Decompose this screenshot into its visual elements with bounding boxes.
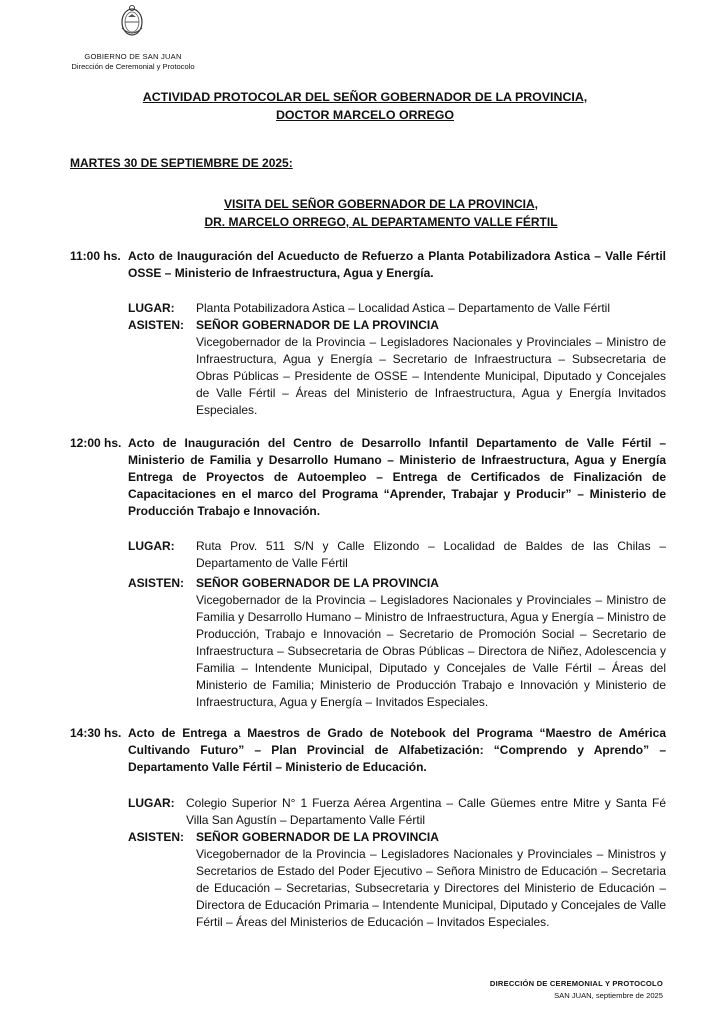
government-name: GOBIERNO DE SAN JUAN <box>84 52 182 61</box>
event-title: Acto de Inauguración del Acueducto de Refuerzo a Planta Potabilizadora Astica – Valle Fértil OSSE – Ministerio de Infraestructura, Agua y Energía. <box>128 249 666 280</box>
governor-line: SEÑOR GOBERNADOR DE LA PROVINCIA <box>196 830 439 844</box>
visit-line-2: DR. MARCELO ORREGO, AL DEPARTAMENTO VALLE FÉRTIL <box>204 215 558 229</box>
attendees-list: Vicegobernador de la Provincia – Legisladores Nacionales y Provinciales – Ministro de Infraestructura, Agua y Energía – Secretario de Infraestructura – Subsecretaria de Obras Públicas – Presidente de OSSE – Intendente Municipal, Diputado y Concejales de Valle Fértil – Áreas del Ministerio de Infraestructura, Agua y Energía Invitados Especiales. <box>196 335 666 417</box>
activity-date: MARTES 30 DE SEPTIEMBRE DE 2025: <box>70 156 293 170</box>
government-header <box>60 52 206 72</box>
document-title <box>60 88 670 124</box>
lugar-value: Colegio Superior N° 1 Fuerza Aérea Argentina – Calle Güemes entre Mitre y Santa Fé Villa San Agustín – Departamento Valle Fértil <box>186 796 666 827</box>
event-title: Acto de Entrega a Maestros de Grado de Notebook del Programa “Maestro de América Cultivando Futuro” – Plan Provincial de Alfabetización: “Comprendo y Aprendo” – Departamento Valle Fértil – Ministerio de Educación. <box>128 726 666 774</box>
asisten-label: ASISTEN: <box>128 830 185 844</box>
document-footer <box>490 978 663 1002</box>
title-line-1: ACTIVIDAD PROTOCOLAR DEL SEÑOR GOBERNADOR DE LA PROVINCIA, <box>142 90 588 104</box>
footer-department: DIRECCIÓN DE CEREMONIAL Y PROTOCOLO <box>489 979 663 988</box>
event-1200 <box>70 435 666 715</box>
title-line-2: DOCTOR MARCELO ORREGO <box>275 108 455 122</box>
asisten-label: ASISTEN: <box>128 576 185 590</box>
event-1100 <box>70 248 666 418</box>
lugar-value: Planta Potabilizadora Astica – Localidad Astica – Departamento de Valle Fértil <box>196 301 611 315</box>
lugar-label: LUGAR: <box>128 796 175 810</box>
provincial-coat-of-arms-icon <box>117 2 147 40</box>
lugar-label: LUGAR: <box>128 301 175 315</box>
attendees-list: Vicegobernador de la Provincia – Legisladores Nacionales y Provinciales – Ministros y Secretarios de Estado del Poder Ejecutivo – Señora Ministro de Educación – Secretaria de Educación – Secretarias, Subsecretaria y Directores del Ministerio de Educación – Directora de Educación Primaria – Intendente Municipal, Diputado y Concejales de Valle Fértil – Áreas del Ministerios de Educación – Invitados Especiales. <box>196 847 666 929</box>
attendees-list: Vicegobernador de la Provincia – Legisladores Nacionales y Provinciales – Ministro de Familia y Desarrollo Humano – Ministro de Infraestructura, Agua y Energía – Ministro de Producción, Trabajo e Innovación – Secretario de Promoción Social – Secretario de Infraestructura – Subsecretaria de Obras Públicas – Directora de Niñez, Adolescencia y Familia – Intendente Municipal, Diputado y Concejales de Valle Fértil – Áreas del Ministerio de Familia; Ministerio de Producción Trabajo e Innovación y Ministerio de Infraestructura, Agua y Energía – Invitados Especiales. <box>196 593 666 709</box>
event-title: Acto de Inauguración del Centro de Desarrollo Infantil Departamento de Valle Fértil – Ministerio de Familia y Desarrollo Humano – Ministerio de Infraestructura, Agua y Energía Entrega de Proyectos de Autoempleo – Entrega de Certificados de Finalización de Capacitaciones en el marco del Programa “Aprender, Trabajar y Producir” – Ministerio de Producción Trabajo e Innovación. <box>128 436 666 518</box>
governor-line: SEÑOR GOBERNADOR DE LA PROVINCIA <box>196 576 439 590</box>
asisten-label: ASISTEN: <box>128 318 185 332</box>
lugar-value: Ruta Prov. 511 S/N y Calle Elizondo – Localidad de Baldes de las Chilas – Departamento de Valle Fértil <box>196 539 666 570</box>
governor-line: SEÑOR GOBERNADOR DE LA PROVINCIA <box>196 318 439 332</box>
lugar-label: LUGAR: <box>128 539 175 553</box>
event-time: 12:00 hs. <box>70 436 122 450</box>
event-time: 11:00 hs. <box>70 249 121 263</box>
department-name: Dirección de Ceremonial y Protocolo <box>71 62 195 71</box>
footer-place-date: SAN JUAN, septiembre de 2025 <box>554 991 663 1000</box>
visit-heading <box>90 195 672 231</box>
event-1430 <box>70 725 666 955</box>
event-time: 14:30 hs. <box>70 726 122 740</box>
visit-line-1: VISITA DEL SEÑOR GOBERNADOR DE LA PROVINCIA, <box>223 197 539 211</box>
